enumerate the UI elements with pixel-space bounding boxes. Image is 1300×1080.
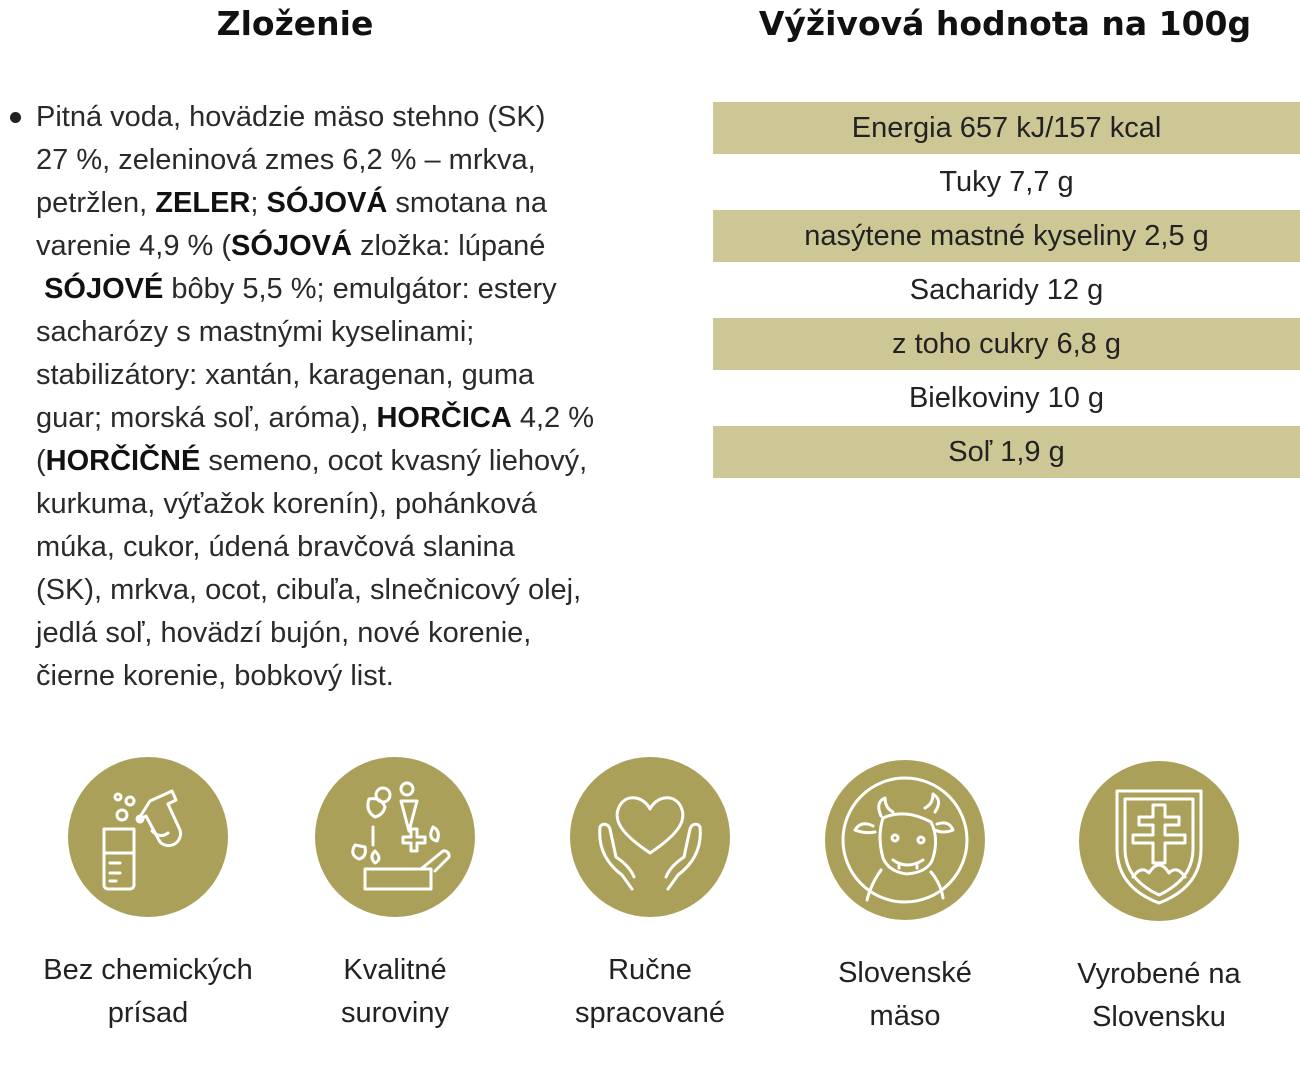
badge-slovak-meat: [775, 760, 1035, 1038]
ingredient-text: smotana na: [387, 187, 547, 219]
badge-label: [520, 949, 780, 1035]
ingredients-line: [36, 612, 686, 655]
allergen-text: ZELER: [155, 187, 251, 219]
allergen-text: SÓJOVÁ: [266, 187, 388, 219]
ingredients-line: [36, 526, 686, 569]
ingredients-line: [36, 139, 686, 182]
nutrition-row: Bielkoviny 10 g: [908, 382, 1105, 414]
nutrition-row: Energia 657 kJ/157 kcal: [713, 102, 1300, 154]
nutrition-row: z toho cukry 6,8 g: [713, 318, 1300, 370]
ingredients-line: [36, 354, 686, 397]
ingredient-text: kurkuma, výťažok korenín), pohánková: [36, 488, 537, 520]
ingredients-line: [36, 311, 686, 354]
badge-quality-ingredients: [265, 757, 525, 1035]
ingredient-text: zložka: lúpané: [351, 230, 546, 262]
badge-label-line2: Slovensku: [1092, 1001, 1226, 1033]
badge-label-line2: mäso: [869, 1000, 941, 1032]
badge-label-line1: Bez chemických: [43, 954, 253, 986]
ingredient-text: 27 %, zeleninová zmes 6,2 % – mrkva,: [36, 144, 536, 176]
ingredients-heading: Zloženie: [216, 4, 374, 43]
nutrition-row: Tuky 7,7 g: [939, 166, 1074, 198]
slovak-coat-of-arms-icon: [1079, 761, 1239, 921]
ingredient-text: stabilizátory: xantán, karagenan, guma: [36, 359, 535, 391]
ingredient-text: sacharózy s mastnými kyselinami;: [36, 316, 475, 348]
badge-label-line1: Slovenské: [838, 957, 972, 989]
lab-flask-icon: [68, 757, 228, 917]
nutrition-row: Sacharidy 12 g: [909, 274, 1104, 306]
ingredient-text: jedlá soľ, hovädzí bujón, nové korenie,: [36, 617, 532, 649]
ingredient-text: varenie 4,9 % (: [36, 230, 232, 262]
badge-handmade: [520, 757, 780, 1035]
ingredient-text: guar; morská soľ, aróma),: [36, 402, 377, 434]
allergen-text: HORČIČNÉ: [45, 445, 201, 477]
nutrition-heading: Výživová hodnota na 100g: [758, 4, 1252, 43]
badge-label: [265, 949, 525, 1035]
nutrition-row: nasýtene mastné kyseliny 2,5 g: [713, 210, 1300, 262]
badge-made-in-slovakia: [1029, 761, 1289, 1039]
vegetables-icon: [315, 757, 475, 917]
badge-label-line2: prísad: [107, 997, 189, 1029]
badge-label-line1: Kvalitné: [343, 954, 447, 986]
badge-label-line2: suroviny: [341, 997, 449, 1029]
ingredients-list: [36, 96, 686, 698]
nutrition-table: [713, 102, 1300, 480]
badge-label: [18, 949, 278, 1035]
badge-circle: [315, 757, 475, 917]
badge-circle: [68, 757, 228, 917]
ingredients-line: [36, 225, 686, 268]
ingredients-line: [36, 96, 686, 139]
ingredient-text: semeno, ocot kvasný liehový,: [200, 445, 588, 477]
allergen-text: SÓJOVÉ: [44, 273, 164, 305]
ingredient-text: Pitná voda, hovädzie mäso stehno (SK): [36, 101, 546, 133]
allergen-text: HORČICA: [376, 402, 512, 434]
badge-circle: [1079, 761, 1239, 921]
allergen-text: SÓJOVÁ: [231, 230, 352, 262]
badge-label-line1: Vyrobené na: [1077, 958, 1241, 990]
badge-label: [1029, 953, 1289, 1039]
ingredients-line: [36, 569, 686, 612]
badge-label: [775, 952, 1035, 1038]
badge-circle: [570, 757, 730, 917]
ingredients-line: [36, 397, 686, 440]
ingredient-text: čierne korenie, bobkový list.: [36, 660, 394, 692]
ingredient-text: bôby 5,5 %; emulgátor: estery: [163, 273, 557, 305]
ingredients-line: [36, 483, 686, 526]
heart-hands-icon: [570, 757, 730, 917]
badge-no-chemicals: [18, 757, 278, 1035]
ingredient-text: 4,2 %: [511, 402, 595, 434]
badge-label-line2: spracované: [575, 997, 725, 1029]
ingredients-line: [36, 655, 686, 698]
ingredients-line: [36, 440, 686, 483]
ingredients-line: [36, 268, 686, 311]
cow-icon: [825, 760, 985, 920]
ingredient-text: ;: [250, 187, 267, 219]
ingredient-text: (: [36, 445, 46, 477]
ingredients-text: [36, 96, 686, 698]
ingredients-line: [36, 182, 686, 225]
ingredient-text: (SK), mrkva, ocot, cibuľa, slnečnicový olej,: [36, 574, 582, 606]
nutrition-row: Soľ 1,9 g: [713, 426, 1300, 478]
ingredient-text: petržlen,: [36, 187, 156, 219]
ingredient-text: [36, 273, 44, 305]
bullet-dot: [10, 112, 21, 123]
badge-circle: [825, 760, 985, 920]
ingredient-text: múka, cukor, údená bravčová slanina: [36, 531, 515, 563]
badge-label-line1: Ručne: [608, 954, 692, 986]
